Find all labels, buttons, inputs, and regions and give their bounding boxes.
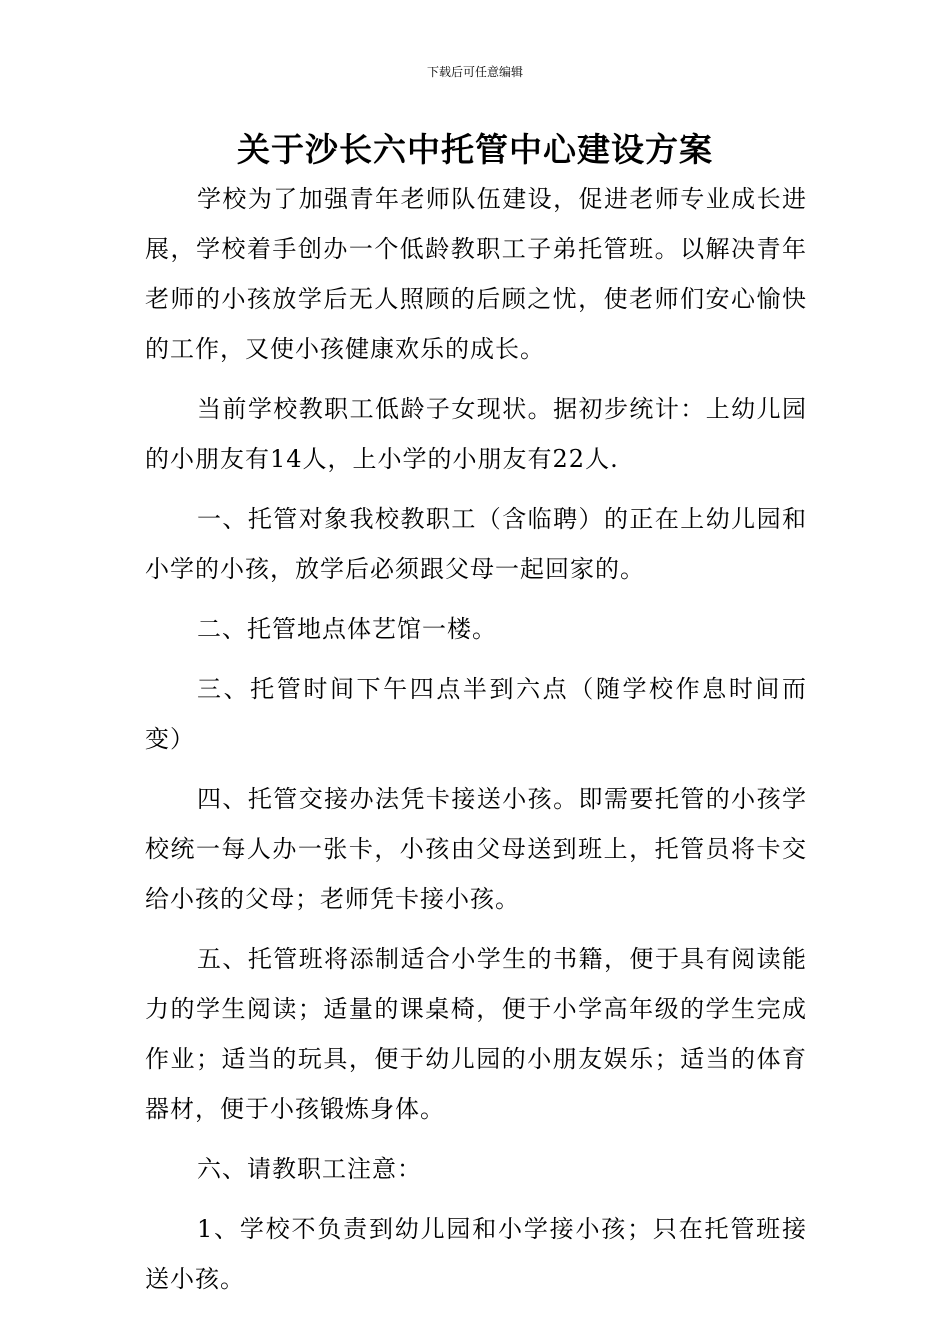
paragraph-section-3: 三、托管时间下午四点半到六点（随学校作息时间而变）: [145, 675, 807, 753]
paragraph-intro: 学校为了加强青年老师队伍建设，促进老师专业成长进展，学校着手创办一个低龄教职工子弟托管班。以解决青年老师的小孩放学后无人照顾的后顾之忧，使老师们安心愉快的工作，又使小孩健康欢乐的成长。: [145, 185, 807, 363]
header-note: 下载后可任意编辑: [426, 65, 523, 79]
paragraph-note-1: 1、学校不负责到幼儿园和小学接小孩；只在托管班接送小孩。: [145, 1215, 807, 1293]
paragraph-current-status: 当前学校教职工低龄子女现状。据初步统计：上幼儿园的小朋友有14人，上小学的小朋友有22人.: [145, 395, 807, 473]
document-title: 关于沙长六中托管中心建设方案: [237, 130, 713, 169]
paragraph-section-6: 六、请教职工注意：: [197, 1155, 422, 1183]
document-body: [145, 174, 807, 1314]
paragraph-section-2: 二、托管地点体艺馆一楼。: [197, 615, 497, 643]
paragraph-section-5: 五、托管班将添制适合小学生的书籍，便于具有阅读能力的学生阅读；适量的课桌椅，便于小学高年级的学生完成作业；适当的玩具，便于幼儿园的小朋友娱乐；适当的体育器材，便于小孩锻炼身体。: [145, 945, 807, 1123]
paragraph-section-4: 四、托管交接办法凭卡接送小孩。即需要托管的小孩学校统一每人办一张卡，小孩由父母送到班上，托管员将卡交给小孩的父母；老师凭卡接小孩。: [145, 785, 807, 913]
paragraph-section-1: 一、托管对象我校教职工（含临聘）的正在上幼儿园和小学的小孩，放学后必须跟父母一起回家的。: [145, 505, 807, 583]
